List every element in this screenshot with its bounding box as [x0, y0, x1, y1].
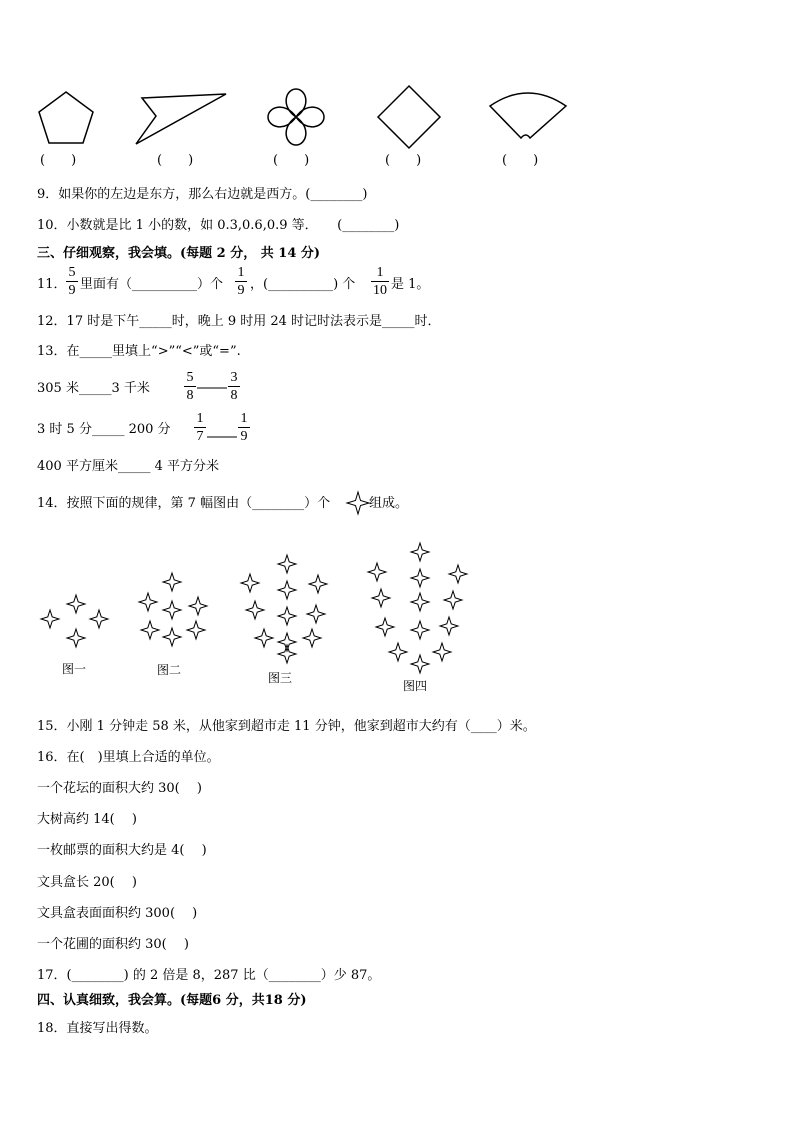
figure-2-stars	[139, 573, 207, 646]
q14-text-post: 组成。	[369, 496, 409, 511]
section-4-heading: 四、认真细致，我会算。(每题6 分，共18 分)	[37, 993, 307, 1008]
denominator: 9	[68, 283, 76, 298]
question-16-stem: 16．在( )里填上合适的单位。	[37, 750, 220, 765]
q11-text-1: 里面有（__________）个	[80, 277, 224, 292]
compare-item: 3 时 5 分_____ 200 分	[37, 422, 171, 437]
figure-1-stars	[41, 595, 108, 647]
question-9: 9．如果你的左边是东方，那么右边就是西方。(________)	[37, 187, 368, 202]
shape-blank-2: ( )	[157, 153, 194, 168]
denominator: 8	[186, 388, 194, 403]
compare-item: 400 平方厘米_____ 4 平方分米	[37, 459, 219, 474]
fraction	[371, 265, 389, 298]
denominator: 8	[230, 388, 238, 403]
fraction	[238, 411, 250, 444]
numerator: 1	[196, 411, 204, 426]
figure-4-stars	[368, 543, 467, 673]
fan-shape	[488, 88, 568, 142]
four-leaf-shape	[266, 86, 326, 148]
arrow-shape	[132, 90, 228, 146]
star-pattern-figures	[0, 530, 794, 700]
question-15: 15．小刚 1 分钟走 58 米，从他家到超市走 11 分钟，他家到超市大约有（____）米。	[37, 719, 536, 734]
q11-text-3: 是 1。	[391, 277, 430, 292]
denominator: 10	[373, 283, 387, 298]
compare-blank-line	[207, 436, 237, 438]
fraction	[235, 265, 247, 298]
section-3-heading: 三、仔细观察，我会填。(每题 2 分， 共 14 分)	[37, 246, 321, 261]
fraction	[66, 265, 78, 298]
figure-caption-1: 图一	[62, 662, 87, 676]
question-12: 12．17 时是下午_____时，晚上 9 时用 24 时记时法表示是_____时．	[37, 314, 441, 329]
unit-item: 一个花坛的面积大约 30( )	[37, 781, 202, 796]
pentagon-shape	[36, 90, 96, 146]
compare-item: 305 米_____3 千米	[37, 381, 150, 396]
figure-3-stars	[241, 555, 327, 663]
figure-caption-3: 图三	[268, 671, 293, 685]
q11-number: 11．	[37, 277, 67, 292]
unit-item: 文具盒长 20( )	[37, 875, 137, 890]
shape-blank-3: ( )	[273, 153, 310, 168]
question-17: 17．(________) 的 2 倍是 8，287 比（________）少 87。	[37, 968, 381, 983]
question-18: 18．直接写出得数。	[37, 1021, 158, 1036]
figure-caption-2: 图二	[157, 663, 182, 677]
fraction	[194, 411, 206, 444]
figure-caption-4: 图四	[403, 679, 428, 693]
diamond-shape	[376, 84, 442, 150]
numerator: 5	[68, 265, 76, 280]
numerator: 1	[376, 265, 384, 280]
fraction	[228, 370, 240, 403]
question-10: 10．小数就是比 1 小的数，如 0.3,0.6,0.9 等． (________)	[37, 218, 400, 233]
shape-blank-4: ( )	[385, 153, 422, 168]
q11-text-2: ，(__________) 个	[250, 277, 356, 292]
four-point-star-icon	[347, 492, 369, 514]
fraction	[184, 370, 196, 403]
numerator: 5	[186, 370, 194, 385]
unit-item: 文具盒表面面积约 300( )	[37, 906, 198, 921]
denominator: 7	[196, 429, 204, 444]
unit-item: 一个花圃的面积约 30( )	[37, 937, 189, 952]
compare-blank-line	[197, 387, 227, 389]
denominator: 9	[240, 429, 248, 444]
numerator: 1	[240, 411, 248, 426]
unit-item: 大树高约 14( )	[37, 812, 137, 827]
denominator: 9	[237, 283, 245, 298]
q14-text-pre: 14．按照下面的规律，第 7 幅图由（________）个	[37, 496, 331, 511]
question-13-stem: 13．在_____里填上“>”“<”或“=”.	[37, 344, 241, 359]
numerator: 1	[237, 265, 245, 280]
shape-blank-5: ( )	[502, 153, 539, 168]
shape-blank-1: ( )	[40, 153, 77, 168]
unit-item: 一枚邮票的面积大约是 4( )	[37, 843, 207, 858]
numerator: 3	[230, 370, 238, 385]
